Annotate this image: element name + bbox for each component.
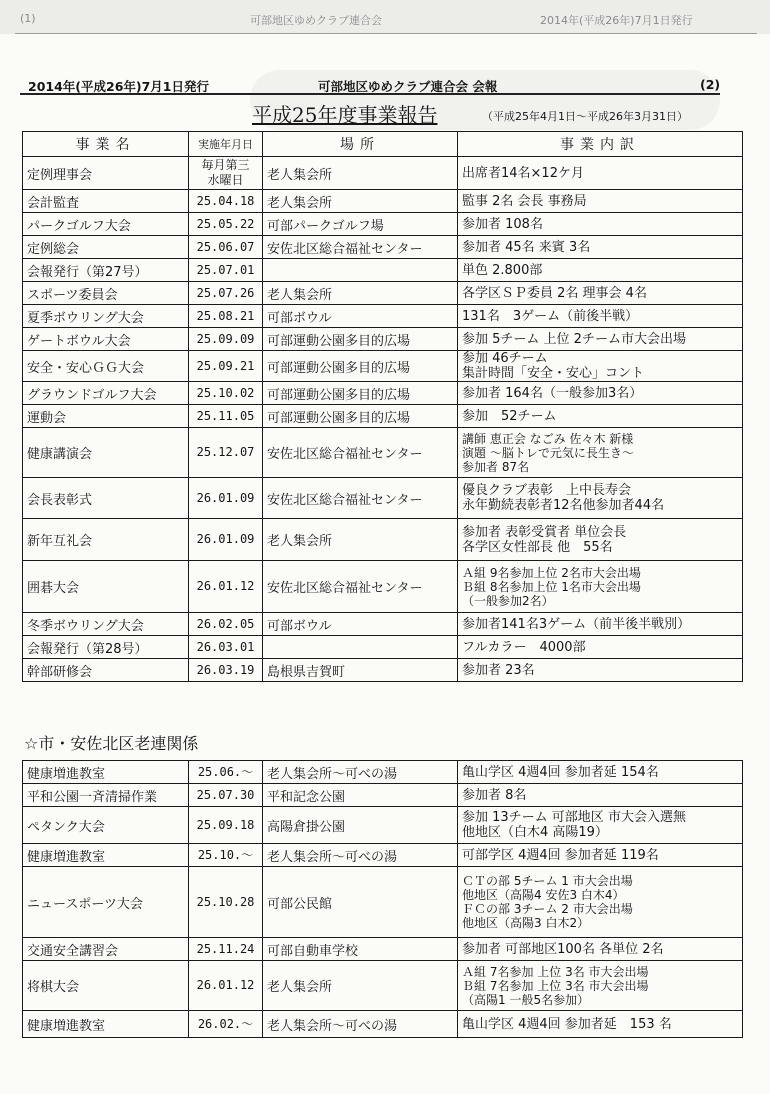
event-date-cell <box>189 761 263 784</box>
event-detail-cell-line: 亀山学区 4週4回 参加者延 154名 <box>462 764 659 780</box>
event-date-cell <box>189 428 263 478</box>
event-name-cell: 健康増進教室 <box>23 761 189 784</box>
table-row <box>23 236 743 259</box>
event-detail-cell <box>458 259 743 282</box>
event-detail-cell-line: 参加者 164名（一般参加3名） <box>462 385 643 401</box>
table-row <box>23 351 743 382</box>
event-detail-cell-line: （高陽1 一般5名参加） <box>462 992 590 1007</box>
table-row <box>23 961 743 1011</box>
event-detail-cell <box>458 328 743 351</box>
event-detail-cell <box>458 519 743 561</box>
event-place-cell: 可部パークゴルフ場 <box>263 213 458 236</box>
event-detail-cell <box>458 405 743 428</box>
event-date-cell <box>189 844 263 867</box>
table-row <box>23 157 743 190</box>
event-detail-cell-line: 参加者 87名 <box>462 459 530 474</box>
table-row <box>23 190 743 213</box>
strip-issue-date: 2014年(平成26年)7月1日発行 <box>540 14 693 27</box>
event-detail-cell-line: ＣＴの部 5チーム 1 市大会出場 <box>462 874 633 888</box>
event-detail-cell <box>458 867 743 938</box>
event-detail-cell <box>458 1011 743 1038</box>
table-row <box>23 844 743 867</box>
event-place-cell: 安佐北区総合福祉センター <box>263 478 458 519</box>
event-detail-cell-line: フルカラー 4000部 <box>462 639 586 655</box>
event-detail-cell-line: 各学区女性部長 他 55名 <box>462 539 613 555</box>
header-divider <box>20 93 720 95</box>
event-date-cell <box>189 659 263 682</box>
event-detail-cell <box>458 961 743 1011</box>
event-place-cell: 可部運動公園多目的広場 <box>263 328 458 351</box>
event-date-cell <box>189 305 263 328</box>
event-date-cell-line: 26.01.12 <box>196 978 255 992</box>
event-place-cell: 老人集会所 <box>263 282 458 305</box>
event-date-cell-line: 25.11.24 <box>196 941 255 956</box>
event-date-cell <box>189 213 263 236</box>
page-title: 平成25年度事業報告 <box>252 103 438 127</box>
strip-org-name: 可部地区ゆめクラブ連合会 <box>250 14 382 27</box>
event-detail-cell-line: 参加者 45名 来賓 3名 <box>462 239 591 255</box>
event-date-cell <box>189 784 263 807</box>
event-date-cell-line: 25.10.28 <box>196 894 255 909</box>
event-detail-cell <box>458 659 743 682</box>
event-detail-cell <box>458 428 743 478</box>
strip-divider <box>15 33 757 34</box>
table-row <box>23 1011 743 1038</box>
table-row <box>23 328 743 351</box>
event-name-cell: 冬季ボウリング大会 <box>23 613 189 636</box>
event-date-cell <box>189 636 263 659</box>
event-place-cell: 老人集会所～可べの湯 <box>263 1011 458 1038</box>
event-detail-cell-line: 参加者 表彰受賞者 単位会長 <box>462 524 627 540</box>
table-row <box>23 478 743 519</box>
event-detail-cell-line: Ａ組 9名参加上位 2名市大会出場 <box>462 565 641 580</box>
event-detail-cell-line: 出席者14名×12ケ月 <box>462 165 584 181</box>
event-date-cell-line: 25.08.21 <box>196 308 255 323</box>
event-detail-cell-line: ＦＣの部 3チーム 2 市大会出場 <box>462 902 633 916</box>
event-detail-cell-line: 演題 ～脳トレで元気に長生き～ <box>462 445 634 460</box>
event-name-cell: 将棋大会 <box>23 961 189 1011</box>
column-header-name: 事業名 <box>23 132 189 157</box>
event-place-cell: 安佐北区総合福祉センター <box>263 428 458 478</box>
event-detail-cell-line: 参加者 23名 <box>462 662 535 678</box>
table-row <box>23 867 743 938</box>
event-name-cell: グラウンドゴルフ大会 <box>23 382 189 405</box>
event-place-cell <box>263 259 458 282</box>
event-detail-cell-line: 講師 恵正会 なごみ 佐々木 新様 <box>462 431 634 446</box>
activity-table <box>22 131 743 682</box>
event-detail-cell <box>458 305 743 328</box>
event-detail-cell-line: 集計時間「安全・安心」コント <box>462 366 645 381</box>
event-detail-cell <box>458 807 743 844</box>
event-detail-cell-line: 参加者 8名 <box>462 787 527 803</box>
event-date-cell-line: 25.06.07 <box>196 239 255 254</box>
event-date-cell-line: 26.03.19 <box>196 662 255 677</box>
event-place-cell: 安佐北区総合福祉センター <box>263 236 458 259</box>
event-date-cell <box>189 405 263 428</box>
event-date-cell-line: 25.10.～ <box>197 847 254 862</box>
event-place-cell: 可部自動車学校 <box>263 938 458 961</box>
event-name-cell: 会長表彰式 <box>23 478 189 519</box>
table-row <box>23 784 743 807</box>
event-place-cell: 老人集会所～可べの湯 <box>263 761 458 784</box>
table-row <box>23 659 743 682</box>
event-name-cell: 定例理事会 <box>23 157 189 190</box>
issue-date: 2014年(平成26年)7月1日発行 <box>28 79 210 94</box>
event-detail-cell-line: 可部学区 4週4回 参加者延 119名 <box>462 847 659 863</box>
event-detail-cell-line: 単色 2.800部 <box>462 262 543 278</box>
event-place-cell: 可部ボウル <box>263 305 458 328</box>
event-place-cell: 可部公民館 <box>263 867 458 938</box>
event-detail-cell <box>458 938 743 961</box>
event-date-cell <box>189 236 263 259</box>
event-date-cell <box>189 157 263 190</box>
event-detail-cell-line: 他地区（高陽4 安佐3 白木4） <box>462 888 625 902</box>
table-row <box>23 428 743 478</box>
event-name-cell: パークゴルフ大会 <box>23 213 189 236</box>
table-row <box>23 613 743 636</box>
event-detail-cell <box>458 190 743 213</box>
event-date-cell-line: 25.09.09 <box>196 331 255 346</box>
event-date-cell-line: 26.03.01 <box>196 639 255 654</box>
event-detail-cell <box>458 613 743 636</box>
event-detail-cell-line: 参加者 108名 <box>462 216 543 232</box>
event-name-cell: ゲートボウル大会 <box>23 328 189 351</box>
event-detail-cell-line: （一般参加2名） <box>462 593 554 608</box>
event-name-cell: ニュースポーツ大会 <box>23 867 189 938</box>
event-name-cell: 幹部研修会 <box>23 659 189 682</box>
event-date-cell <box>189 382 263 405</box>
association-activity-table <box>22 760 743 1038</box>
event-date-cell <box>189 561 263 613</box>
event-detail-cell-line: 他地区（高陽3 白木2） <box>462 916 590 930</box>
table-row <box>23 405 743 428</box>
event-date-cell-line: 26.02.～ <box>197 1016 254 1031</box>
event-name-cell: 会計監査 <box>23 190 189 213</box>
table-row <box>23 382 743 405</box>
event-date-cell <box>189 519 263 561</box>
report-period: （平成25年4月1日～平成26年3月31日） <box>482 110 688 123</box>
event-detail-cell <box>458 351 743 382</box>
table-row <box>23 213 743 236</box>
event-date-cell-line: 25.05.22 <box>196 216 255 231</box>
event-detail-cell-line: Ａ組 7名参加 上位 3名 市大会出場 <box>462 964 649 979</box>
event-date-cell-line: 25.07.30 <box>196 787 255 802</box>
section-title: ☆市・安佐北区老連関係 <box>24 734 199 753</box>
column-header-date: 実施年月日 <box>189 132 263 157</box>
event-date-cell-line: 毎月第三 <box>201 158 250 172</box>
event-date-cell <box>189 328 263 351</box>
event-place-cell: 島根県吉賀町 <box>263 659 458 682</box>
event-detail-cell <box>458 561 743 613</box>
event-name-cell: 健康増進教室 <box>23 1011 189 1038</box>
event-detail-cell <box>458 236 743 259</box>
event-detail-cell-line: 優良クラブ表彰 上中長寿会 <box>462 483 632 498</box>
event-detail-cell-line: 参加 13チーム 可部地区 市大会入選無 <box>462 810 686 825</box>
table-row <box>23 259 743 282</box>
newsletter-name: 可部地区ゆめクラブ連合会 会報 <box>318 79 498 94</box>
event-place-cell: 老人集会所 <box>263 157 458 190</box>
event-name-cell: 健康増進教室 <box>23 844 189 867</box>
table-row <box>23 761 743 784</box>
event-date-cell-line: 26.01.09 <box>196 532 255 546</box>
event-detail-cell-line: 参加 46チーム <box>462 351 548 366</box>
event-detail-cell <box>458 844 743 867</box>
event-name-cell: 会報発行（第27号） <box>23 259 189 282</box>
event-date-cell-line: 25.11.05 <box>196 408 255 423</box>
event-name-cell: 会報発行（第28号） <box>23 636 189 659</box>
event-detail-cell <box>458 213 743 236</box>
event-place-cell: 老人集会所 <box>263 190 458 213</box>
event-date-cell-line: 25.12.07 <box>196 445 255 459</box>
event-date-cell <box>189 190 263 213</box>
event-date-cell <box>189 259 263 282</box>
event-name-cell: スポーツ委員会 <box>23 282 189 305</box>
column-header-detail: 事業内訳 <box>458 132 743 157</box>
event-date-cell <box>189 282 263 305</box>
event-place-cell: 老人集会所～可べの湯 <box>263 844 458 867</box>
table-row <box>23 938 743 961</box>
table-row <box>23 636 743 659</box>
event-date-cell-line: 26.01.12 <box>196 579 255 593</box>
event-detail-cell-line: 参加者141名3ゲーム（前半後半戦別） <box>462 616 691 632</box>
event-date-cell <box>189 478 263 519</box>
event-date-cell <box>189 807 263 844</box>
event-place-cell: 高陽倉掛公園 <box>263 807 458 844</box>
table-header-row <box>23 132 743 157</box>
event-date-cell-line: 25.06.～ <box>197 764 254 779</box>
event-place-cell: 可部運動公園多目的広場 <box>263 405 458 428</box>
event-name-cell: 運動会 <box>23 405 189 428</box>
event-date-cell-line: 25.09.18 <box>196 817 255 832</box>
event-place-cell: 可部運動公園多目的広場 <box>263 351 458 382</box>
event-date-cell-line: 水曜日 <box>207 173 244 187</box>
event-place-cell: 可部ボウル <box>263 613 458 636</box>
event-date-cell-line: 25.07.01 <box>196 262 255 277</box>
event-date-cell-line: 25.04.18 <box>196 193 255 208</box>
table-row <box>23 807 743 844</box>
table-row <box>23 561 743 613</box>
event-date-cell <box>189 938 263 961</box>
event-date-cell <box>189 613 263 636</box>
event-detail-cell <box>458 761 743 784</box>
event-name-cell: 健康講演会 <box>23 428 189 478</box>
event-detail-cell <box>458 157 743 190</box>
event-name-cell: 定例総会 <box>23 236 189 259</box>
event-date-cell <box>189 867 263 938</box>
event-place-cell: 可部運動公園多目的広場 <box>263 382 458 405</box>
event-detail-cell-line: 亀山学区 4週4回 参加者延 153 名 <box>462 1016 672 1032</box>
previous-page-strip <box>0 0 770 34</box>
event-detail-cell-line: 永年勤続表彰者12名他参加者44名 <box>462 498 665 513</box>
event-place-cell: 平和記念公園 <box>263 784 458 807</box>
event-detail-cell <box>458 282 743 305</box>
event-name-cell: ペタンク大会 <box>23 807 189 844</box>
event-date-cell-line: 25.09.21 <box>196 358 255 373</box>
event-detail-cell-line: Ｂ組 7名参加 上位 3名 市大会出場 <box>462 978 649 993</box>
page-number: (2) <box>700 77 721 92</box>
event-date-cell <box>189 351 263 382</box>
event-detail-cell <box>458 382 743 405</box>
event-date-cell-line: 25.10.02 <box>196 385 255 400</box>
event-detail-cell-line: 参加者 可部地区100名 各単位 2名 <box>462 941 664 957</box>
event-detail-cell-line: 参加 5チーム 上位 2チーム市大会出場 <box>462 331 686 347</box>
event-date-cell <box>189 961 263 1011</box>
event-date-cell-line: 25.07.26 <box>196 285 255 300</box>
event-name-cell: 交通安全講習会 <box>23 938 189 961</box>
event-name-cell: 囲碁大会 <box>23 561 189 613</box>
table-row <box>23 305 743 328</box>
event-date-cell <box>189 1011 263 1038</box>
event-date-cell-line: 26.01.09 <box>196 490 255 505</box>
event-place-cell <box>263 636 458 659</box>
event-name-cell: 平和公園一斉清掃作業 <box>23 784 189 807</box>
event-name-cell: 新年互礼会 <box>23 519 189 561</box>
strip-page-number: (1) <box>20 12 36 25</box>
event-detail-cell <box>458 784 743 807</box>
event-detail-cell-line: 参加 52チーム <box>462 408 557 424</box>
column-header-place: 場所 <box>263 132 458 157</box>
event-place-cell: 老人集会所 <box>263 961 458 1011</box>
event-date-cell-line: 26.02.05 <box>196 616 255 631</box>
event-detail-cell-line: 監事 2名 会長 事務局 <box>462 193 587 209</box>
event-detail-cell-line: Ｂ組 8名参加上位 1名市大会出場 <box>462 579 641 594</box>
event-detail-cell-line: 他地区（白木4 高陽19） <box>462 825 608 840</box>
event-place-cell: 安佐北区総合福祉センター <box>263 561 458 613</box>
event-detail-cell <box>458 636 743 659</box>
event-name-cell: 安全・安心ＧＧ大会 <box>23 351 189 382</box>
table-row <box>23 519 743 561</box>
event-place-cell: 老人集会所 <box>263 519 458 561</box>
event-name-cell: 夏季ボウリング大会 <box>23 305 189 328</box>
table-row <box>23 282 743 305</box>
event-detail-cell-line: 各学区ＳＰ委員 2名 理事会 4名 <box>462 285 647 301</box>
event-detail-cell <box>458 478 743 519</box>
event-detail-cell-line: 131名 3ゲーム（前後半戦） <box>462 308 639 324</box>
